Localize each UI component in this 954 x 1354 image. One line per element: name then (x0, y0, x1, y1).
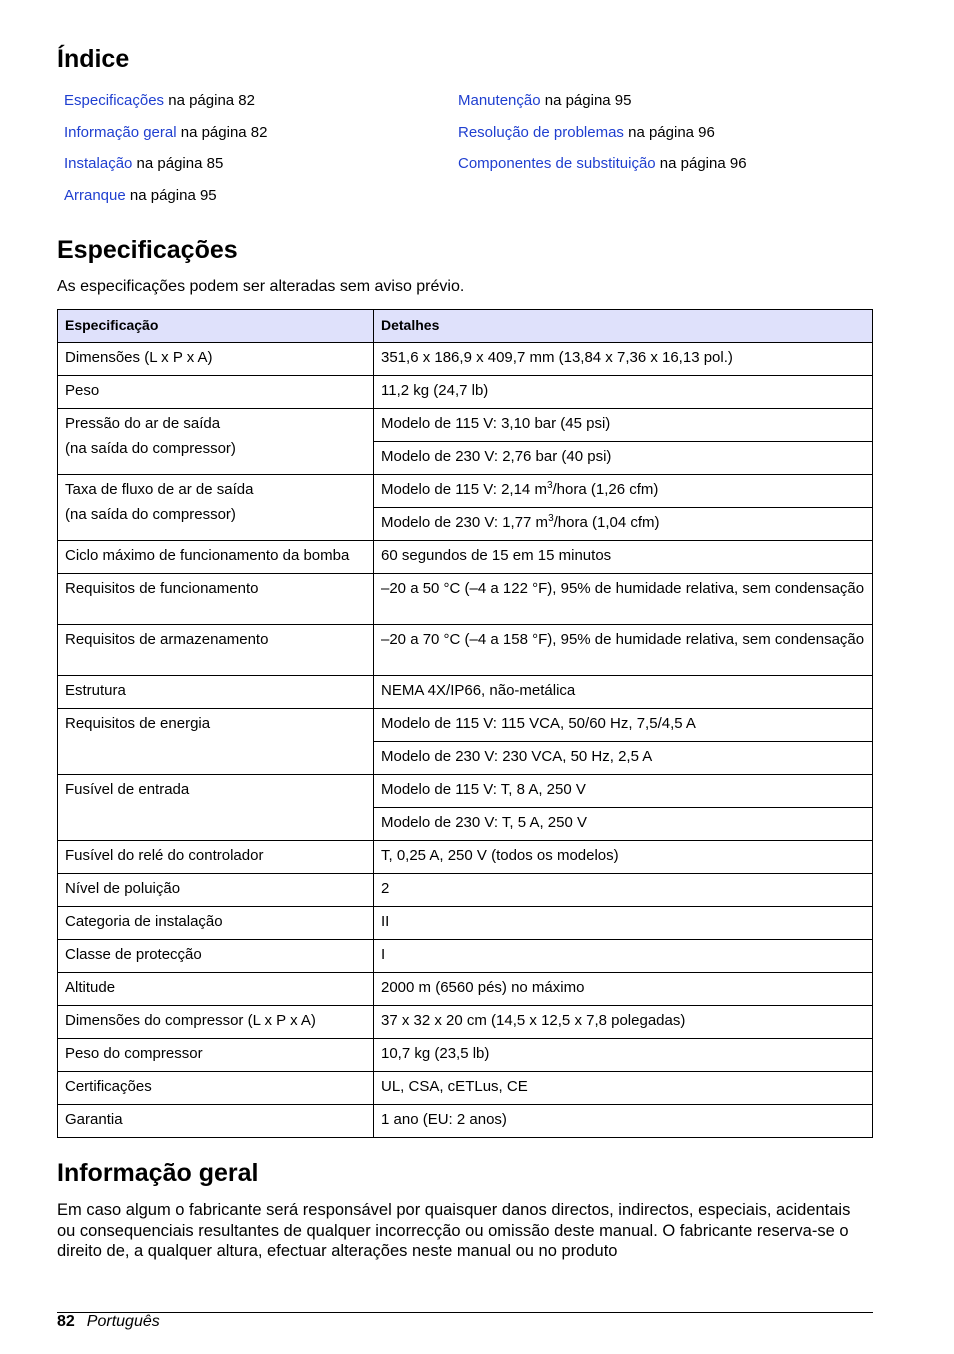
toc-left-column (64, 91, 267, 218)
table-row (58, 1105, 873, 1138)
spec-label: Fusível do relé do controlador (58, 841, 374, 874)
spec-label: Estrutura (58, 676, 374, 709)
toc-page-ref: na página 95 (540, 92, 632, 109)
footer-divider (57, 1312, 873, 1313)
spec-value: Modelo de 230 V: T, 5 A, 250 V (374, 808, 873, 841)
toc-item (458, 91, 747, 123)
spec-value: Modelo de 115 V: 115 VCA, 50/60 Hz, 7,5/4,5 A (374, 709, 873, 742)
table-row (58, 940, 873, 973)
spec-value: 351,6 x 186,9 x 409,7 mm (13,84 x 7,36 x 16,13 pol.) (374, 343, 873, 376)
spec-label-cell (58, 409, 374, 475)
spec-value: UL, CSA, cETLus, CE (374, 1072, 873, 1105)
specs-intro: As especificações podem ser alteradas sem aviso prévio. (57, 278, 465, 295)
spec-label-note: (na saída do compressor) (65, 506, 236, 523)
spec-label: Classe de protecção (58, 940, 374, 973)
toc-link-resolucao-problemas[interactable]: Resolução de problemas (458, 123, 624, 141)
page-number: 82 (57, 1313, 75, 1330)
table-row (58, 574, 873, 625)
spec-value: –20 a 50 °C (–4 a 122 °F), 95% de humidade relativa, sem condensação (374, 574, 873, 625)
table-row (58, 1072, 873, 1105)
toc-item (458, 154, 747, 186)
spec-label-cell (58, 475, 374, 541)
toc-item (64, 123, 267, 155)
spec-value-text: /hora (1,26 cfm) (552, 481, 659, 498)
table-row (58, 874, 873, 907)
superscript: 3 (548, 513, 554, 524)
spec-label: Dimensões (L x P x A) (58, 343, 374, 376)
table-row (58, 1006, 873, 1039)
spec-value: NEMA 4X/IP66, não-metálica (374, 676, 873, 709)
spec-value: 11,2 kg (24,7 lb) (374, 376, 873, 409)
table-row (58, 775, 873, 808)
header-details: Detalhes (374, 310, 873, 343)
spec-label: Altitude (58, 973, 374, 1006)
toc-page-ref: na página 96 (623, 123, 715, 141)
general-info-body: Em caso algum o fabricante será responsável por quaisquer danos directos, indirectos, especiais, acidentais ou consequenciais resultantes de qualquer incorrecção ou omissão deste manual. O fabricante reserva-se o direito de, a qualquer altura, efectuar alterações neste manual ou no produto (57, 1201, 851, 1260)
spec-value: 1 ano (EU: 2 anos) (374, 1105, 873, 1138)
spec-value-text: Modelo de 230 V: 1,77 m (381, 514, 549, 531)
spec-value: Modelo de 115 V: 3,10 bar (45 psi) (374, 409, 873, 442)
toc-link-informacao-geral[interactable]: Informação geral (64, 123, 177, 141)
spec-value: Modelo de 230 V: 230 VCA, 50 Hz, 2,5 A (374, 742, 873, 775)
table-row (58, 541, 873, 574)
toc-item (458, 123, 747, 155)
spec-value: Modelo de 230 V: 2,76 bar (40 psi) (374, 442, 873, 475)
toc-link-componentes-substituicao[interactable]: Componentes de substituição (458, 155, 656, 173)
spec-value-cell (374, 475, 873, 508)
table-row (58, 343, 873, 376)
toc-page-ref: na página 96 (655, 155, 747, 173)
toc-item (64, 186, 267, 218)
spec-label: Peso (58, 376, 374, 409)
table-header-row (58, 310, 873, 343)
spec-label-note: (na saída do compressor) (65, 440, 236, 457)
table-row (58, 973, 873, 1006)
toc-link-arranque[interactable]: Arranque (64, 187, 126, 205)
spec-label: Pressão do ar de saída (65, 415, 221, 432)
spec-label: Dimensões do compressor (L x P x A) (58, 1006, 374, 1039)
toc-page-ref: na página 82 (164, 92, 255, 109)
toc-page-ref: na página 82 (176, 123, 268, 141)
spec-label: Certificações (58, 1072, 374, 1105)
spec-value: T, 0,25 A, 250 V (todos os modelos) (374, 841, 873, 874)
spec-value: I (374, 940, 873, 973)
spec-label: Categoria de instalação (58, 907, 374, 940)
footer-language: Português (86, 1313, 160, 1330)
spec-label: Peso do compressor (58, 1039, 374, 1072)
toc-link-especificacoes[interactable]: Especificações (64, 92, 165, 109)
spec-label: Requisitos de energia (58, 709, 374, 775)
table-row (58, 376, 873, 409)
table-row (58, 676, 873, 709)
toc-item (64, 91, 267, 123)
spec-value: 37 x 32 x 20 cm (14,5 x 12,5 x 7,8 polegadas) (374, 1006, 873, 1039)
toc-link-manutencao[interactable]: Manutenção (458, 92, 541, 109)
spec-value: Modelo de 115 V: T, 8 A, 250 V (374, 775, 873, 808)
toc-page-ref: na página 85 (132, 155, 224, 173)
toc-link-instalacao[interactable]: Instalação (64, 155, 133, 173)
spec-label: Nível de poluição (58, 874, 374, 907)
specifications-table (57, 309, 873, 1138)
header-specification: Especificação (58, 310, 374, 343)
spec-value: 10,7 kg (23,5 lb) (374, 1039, 873, 1072)
toc-right-column (458, 91, 747, 186)
index-heading: Índice (57, 45, 130, 73)
general-info-heading: Informação geral (57, 1159, 259, 1187)
spec-value-cell (374, 508, 873, 541)
superscript: 3 (546, 480, 553, 491)
page-footer (57, 1312, 160, 1332)
spec-label: Garantia (58, 1105, 374, 1138)
spec-label: Ciclo máximo de funcionamento da bomba (58, 541, 374, 574)
toc-item (64, 154, 267, 186)
table-row (58, 709, 873, 742)
table-row (58, 625, 873, 676)
table-row (58, 409, 873, 442)
toc-page-ref: na página 95 (125, 187, 217, 205)
spec-label: Fusível de entrada (58, 775, 374, 841)
table-row (58, 1039, 873, 1072)
specs-heading: Especificações (57, 236, 238, 264)
table-row (58, 841, 873, 874)
spec-value: 2000 m (6560 pés) no máximo (374, 973, 873, 1006)
spec-value: –20 a 70 °C (–4 a 158 °F), 95% de humidade relativa, sem condensação (374, 625, 873, 676)
table-row (58, 907, 873, 940)
spec-value-text: Modelo de 115 V: 2,14 m (381, 481, 547, 498)
spec-value: 2 (374, 874, 873, 907)
table-row (58, 475, 873, 508)
spec-value: 60 segundos de 15 em 15 minutos (374, 541, 873, 574)
spec-label: Requisitos de funcionamento (58, 574, 374, 625)
spec-value: II (374, 907, 873, 940)
spec-label: Taxa de fluxo de ar de saída (65, 481, 254, 498)
spec-value-text: /hora (1,04 cfm) (553, 514, 660, 531)
spec-label: Requisitos de armazenamento (58, 625, 374, 676)
